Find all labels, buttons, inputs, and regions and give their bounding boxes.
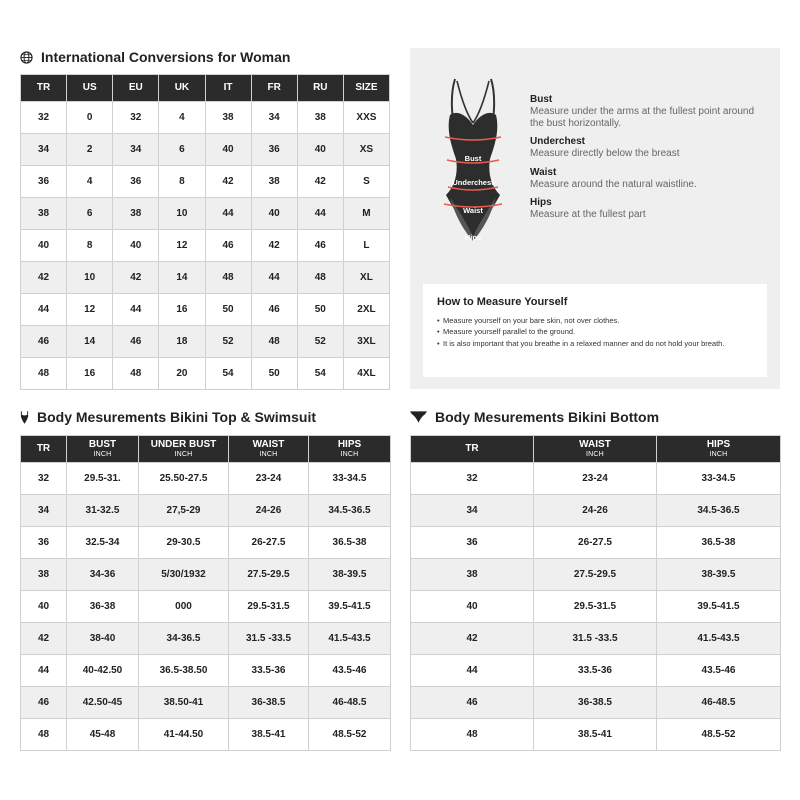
table-cell: 14 (67, 326, 113, 358)
table-cell: 29.5-31. (67, 463, 139, 495)
table-cell: 2XL (343, 294, 389, 326)
definition-hips (530, 197, 770, 221)
table-cell: 34.5-36.5 (309, 495, 391, 527)
bikini-bottom-title (410, 409, 659, 425)
how-to-measure-item: • Measure yourself parallel to the ground. (437, 327, 753, 336)
figure-label-underchest: Underchest (452, 178, 494, 187)
table-cell: 44 (21, 655, 67, 687)
table-cell: 32 (21, 102, 67, 134)
table-cell: 41.5-43.5 (309, 623, 391, 655)
table-cell: 29-30.5 (139, 527, 229, 559)
table-cell: 27.5-29.5 (534, 559, 657, 591)
table-row (21, 463, 391, 495)
definition-underchest (530, 136, 770, 160)
table-cell: 29.5-31.5 (229, 591, 309, 623)
definition-title: Waist (530, 166, 557, 178)
table-cell: 38 (205, 102, 251, 134)
table-cell: XXS (343, 102, 389, 134)
conversion-table-header-cell: SIZE (343, 75, 389, 102)
table-cell: 40 (113, 230, 159, 262)
table-cell: 16 (159, 294, 205, 326)
header-unit: INCH (586, 450, 604, 458)
table-row (21, 687, 391, 719)
table-cell: 52 (297, 326, 343, 358)
how-to-measure-item: • It is also important that you breathe in a relaxed manner and do not hold your breath. (437, 339, 753, 348)
table-cell: 29.5-31.5 (534, 591, 657, 623)
table-cell: 43.5-46 (657, 655, 781, 687)
table-cell: 34 (411, 495, 534, 527)
figure-label-bust: Bust (464, 154, 482, 163)
header-unit: INCH (93, 450, 112, 458)
header-unit: INCH (259, 450, 278, 458)
table-cell: 33-34.5 (309, 463, 391, 495)
table-row (411, 495, 781, 527)
table-cell: 38.50-41 (139, 687, 229, 719)
table-cell: 36.5-38 (657, 527, 781, 559)
table-cell: 45-48 (67, 719, 139, 751)
definition-title: Hips (530, 197, 552, 208)
table-row (21, 230, 390, 262)
table-cell: 42 (251, 230, 297, 262)
table-cell: 36-38.5 (229, 687, 309, 719)
table-cell: 42 (297, 166, 343, 198)
table-cell: 20 (159, 358, 205, 390)
table-row (411, 655, 781, 687)
table-cell: 46 (205, 230, 251, 262)
table-cell: 48 (297, 262, 343, 294)
table-cell: 42.50-45 (67, 687, 139, 719)
table-cell: 24-26 (229, 495, 309, 527)
table-cell: 38.5-41 (229, 719, 309, 751)
table-cell: 48 (21, 719, 67, 751)
table-cell: 46 (21, 326, 67, 358)
table-cell: 36 (411, 527, 534, 559)
table-cell: 14 (159, 262, 205, 294)
table-cell: 36 (21, 166, 67, 198)
table-cell: 54 (297, 358, 343, 390)
bikini-bottom-table-header-cell (411, 436, 534, 463)
table-cell: 38 (21, 559, 67, 591)
table-cell: 40 (205, 134, 251, 166)
table-cell: 0 (67, 102, 113, 134)
table-cell: 42 (21, 623, 67, 655)
swimsuit-icon (20, 411, 29, 424)
table-cell: 23-24 (229, 463, 309, 495)
table-cell: 12 (159, 230, 205, 262)
table-cell: 18 (159, 326, 205, 358)
table-cell: 26-27.5 (229, 527, 309, 559)
table-cell: 40 (21, 230, 67, 262)
table-cell: 36 (113, 166, 159, 198)
table-row (21, 134, 390, 166)
table-cell: 34.5-36.5 (657, 495, 781, 527)
bikini-top-table-header (21, 436, 391, 463)
table-cell: 48.5-52 (657, 719, 781, 751)
table-cell: 10 (159, 198, 205, 230)
table-cell: 33-34.5 (657, 463, 781, 495)
table-cell: 4 (67, 166, 113, 198)
table-cell: 6 (67, 198, 113, 230)
table-row (21, 559, 391, 591)
table-cell: 38.5-41 (534, 719, 657, 751)
table-cell: 34 (113, 134, 159, 166)
header-label: TR (465, 442, 479, 454)
conversion-table-header-cell: UK (159, 75, 205, 102)
table-cell: 40 (21, 591, 67, 623)
table-cell: 46 (113, 326, 159, 358)
header-label: TR (36, 442, 51, 454)
bikini-bottom-icon (410, 411, 427, 423)
table-cell: 38-39.5 (309, 559, 391, 591)
table-cell: 10 (67, 262, 113, 294)
table-row (21, 294, 390, 326)
table-cell: 48 (21, 358, 67, 390)
table-cell: XS (343, 134, 389, 166)
table-cell: 8 (67, 230, 113, 262)
how-to-measure-item: • Measure yourself on your bare skin, not over clothes. (437, 316, 753, 325)
conversion-table-header-cell: TR (21, 75, 67, 102)
table-cell: 2 (67, 134, 113, 166)
conversion-table-header-cell: EU (113, 75, 159, 102)
bikini-top-title-text: Body Mesurements Bikini Top & Swimsuit (37, 409, 317, 425)
figure-label-hips: Hips (464, 233, 482, 242)
bikini-bottom-table-header-cell (657, 436, 781, 463)
definition-text: Measure directly below the breast (530, 148, 680, 159)
table-cell: 42 (205, 166, 251, 198)
table-cell: 6 (159, 134, 205, 166)
table-cell: 52 (205, 326, 251, 358)
header-label: UNDER BUST (150, 439, 217, 451)
table-row (21, 166, 390, 198)
table-cell: 50 (251, 358, 297, 390)
table-cell: 27,5-29 (139, 495, 229, 527)
table-cell: 46 (297, 230, 343, 262)
table-cell: 39.5-41.5 (309, 591, 391, 623)
table-cell: 48.5-52 (309, 719, 391, 751)
table-cell: 48 (205, 262, 251, 294)
conversion-table-header-cell: US (67, 75, 113, 102)
table-cell: 27.5-29.5 (229, 559, 309, 591)
conversion-table (20, 74, 390, 390)
conversions-title-text: International Conversions for Woman (41, 49, 291, 65)
definition-text: Measure around the natural waistline. (530, 178, 697, 190)
table-row (21, 262, 390, 294)
table-cell: 46-48.5 (657, 687, 781, 719)
table-cell: 38 (113, 198, 159, 230)
swimsuit-figure-illustration (428, 73, 518, 248)
bikini-top-title (20, 409, 316, 425)
table-cell: 40-42.50 (67, 655, 139, 687)
bikini-bottom-table-header (411, 436, 781, 463)
bikini-top-table-header-cell (67, 436, 139, 463)
table-cell: 12 (67, 294, 113, 326)
table-cell: 33.5-36 (229, 655, 309, 687)
bikini-top-table (20, 435, 391, 751)
table-cell: 000 (139, 591, 229, 623)
table-cell: 34 (251, 102, 297, 134)
table-cell: 50 (297, 294, 343, 326)
globe-icon (20, 51, 33, 64)
table-cell: 44 (411, 655, 534, 687)
table-cell: 39.5-41.5 (657, 591, 781, 623)
table-cell: 5/30/1932 (139, 559, 229, 591)
header-label: HIPS (337, 439, 362, 451)
table-row (21, 198, 390, 230)
table-cell: 38-39.5 (657, 559, 781, 591)
definition-bust (530, 94, 770, 129)
bikini-top-table-header-cell (309, 436, 391, 463)
table-row (21, 495, 391, 527)
table-cell: 33.5-36 (534, 655, 657, 687)
table-cell: 46 (411, 687, 534, 719)
table-row (21, 719, 391, 751)
table-cell: 36.5-38.50 (139, 655, 229, 687)
table-row (21, 102, 390, 134)
table-cell: 4XL (343, 358, 389, 390)
header-label: HIPS (706, 439, 731, 451)
table-row (21, 623, 391, 655)
table-cell: 31-32.5 (67, 495, 139, 527)
table-cell: 3XL (343, 326, 389, 358)
table-cell: 41.5-43.5 (657, 623, 781, 655)
table-cell: M (343, 198, 389, 230)
header-label: WAIST (252, 439, 285, 451)
bikini-bottom-title-text: Body Mesurements Bikini Bottom (435, 409, 660, 425)
table-cell: 40 (297, 134, 343, 166)
table-cell: 44 (205, 198, 251, 230)
table-cell: 36-38 (67, 591, 139, 623)
measurement-definitions (530, 94, 770, 228)
table-cell: 42 (21, 262, 67, 294)
bikini-top-table-header-cell (21, 436, 67, 463)
table-cell: 44 (251, 262, 297, 294)
table-cell: 48 (113, 358, 159, 390)
figure-label-waist: Waist (463, 206, 483, 215)
bikini-bottom-table (410, 435, 781, 751)
table-cell: 36 (251, 134, 297, 166)
table-cell: 34 (21, 134, 67, 166)
table-row (21, 655, 391, 687)
table-cell: 42 (411, 623, 534, 655)
table-cell: 32 (113, 102, 159, 134)
table-cell: 46-48.5 (309, 687, 391, 719)
table-cell: 40 (411, 591, 534, 623)
table-cell: S (343, 166, 389, 198)
table-cell: 36 (21, 527, 67, 559)
definition-text: Measure at the fullest part (530, 209, 646, 220)
table-cell: 38 (297, 102, 343, 134)
table-cell: 31.5 -33.5 (534, 623, 657, 655)
definition-text: Measure under the arms at the fullest point around the bust horizontally. (530, 106, 755, 129)
how-to-measure-box (423, 284, 767, 377)
table-cell: 48 (251, 326, 297, 358)
table-cell: 48 (411, 719, 534, 751)
table-cell: 41-44.50 (139, 719, 229, 751)
table-cell: XL (343, 262, 389, 294)
bikini-top-table-header-cell (139, 436, 229, 463)
table-cell: 16 (67, 358, 113, 390)
table-row (411, 719, 781, 751)
conversion-table-header-cell: FR (251, 75, 297, 102)
table-cell: 46 (21, 687, 67, 719)
table-row (411, 687, 781, 719)
table-cell: 44 (21, 294, 67, 326)
table-cell: 40 (251, 198, 297, 230)
table-cell: 31.5 -33.5 (229, 623, 309, 655)
bikini-top-table-header-cell (229, 436, 309, 463)
table-cell: 32.5-34 (67, 527, 139, 559)
table-row (21, 358, 390, 390)
table-cell: 38 (411, 559, 534, 591)
table-cell: 50 (205, 294, 251, 326)
table-cell: 32 (411, 463, 534, 495)
how-to-measure-list (437, 316, 753, 348)
how-to-measure-title: How to Measure Yourself (437, 296, 568, 308)
table-cell: 26-27.5 (534, 527, 657, 559)
table-cell: 46 (251, 294, 297, 326)
table-row (411, 559, 781, 591)
bikini-bottom-table-header-cell (534, 436, 657, 463)
table-cell: 43.5-46 (309, 655, 391, 687)
table-cell: 34-36.5 (139, 623, 229, 655)
table-cell: L (343, 230, 389, 262)
header-unit: INCH (709, 450, 728, 458)
table-cell: 38 (251, 166, 297, 198)
table-cell: 34-36 (67, 559, 139, 591)
table-cell: 24-26 (534, 495, 657, 527)
table-cell: 54 (205, 358, 251, 390)
definition-waist (530, 167, 770, 191)
table-cell: 36.5-38 (309, 527, 391, 559)
table-cell: 34 (21, 495, 67, 527)
table-cell: 36-38.5 (534, 687, 657, 719)
definition-title: Bust (530, 94, 553, 105)
header-label: BUST (88, 439, 117, 451)
table-cell: 44 (297, 198, 343, 230)
table-row (21, 326, 390, 358)
table-cell: 32 (21, 463, 67, 495)
table-cell: 23-24 (534, 463, 657, 495)
table-row (411, 527, 781, 559)
measurement-guide-panel (410, 48, 780, 389)
table-cell: 4 (159, 102, 205, 134)
table-cell: 25.50-27.5 (139, 463, 229, 495)
conversion-table-header-cell: IT (205, 75, 251, 102)
table-row (411, 463, 781, 495)
table-row (21, 591, 391, 623)
table-cell: 42 (113, 262, 159, 294)
table-row (411, 623, 781, 655)
header-label: WAIST (579, 439, 611, 451)
table-row (411, 591, 781, 623)
conversion-table-header (21, 75, 390, 102)
table-cell: 38-40 (67, 623, 139, 655)
conversions-title (20, 49, 290, 65)
table-cell: 38 (21, 198, 67, 230)
table-cell: 44 (113, 294, 159, 326)
table-cell: 8 (159, 166, 205, 198)
table-row (21, 527, 391, 559)
header-unit: INCH (340, 450, 359, 458)
header-unit: INCH (174, 450, 193, 458)
definition-title: Underchest (530, 136, 586, 147)
conversion-table-header-cell: RU (297, 75, 343, 102)
